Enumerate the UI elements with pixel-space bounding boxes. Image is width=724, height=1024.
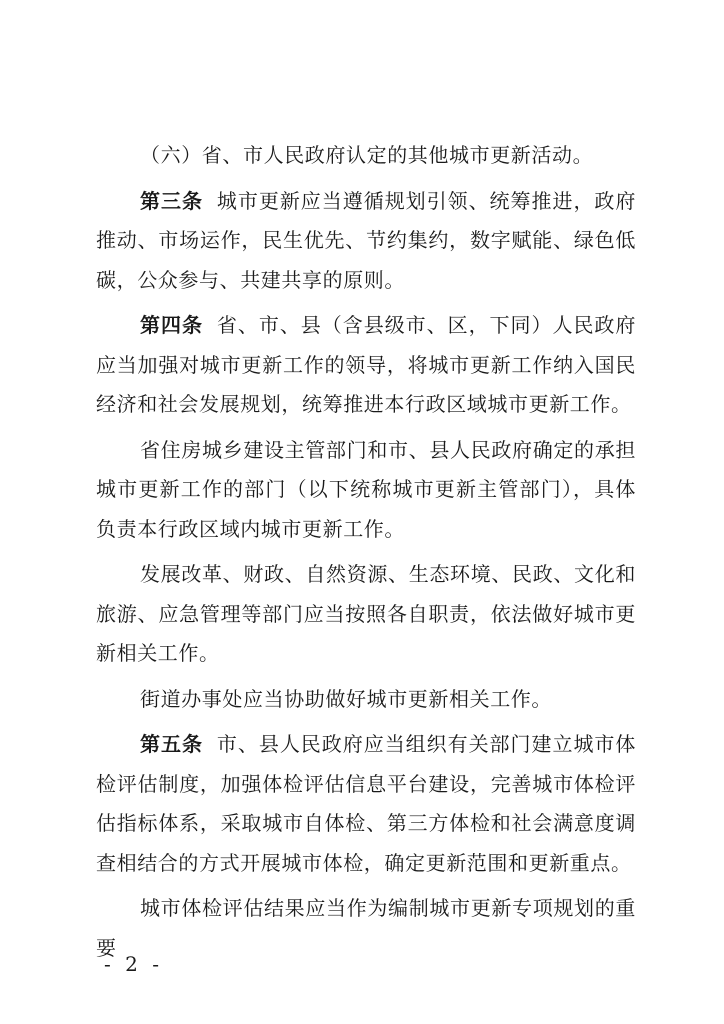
paragraph-text: 城市体检评估结果应当作为编制城市更新专项规划的重要 [96,896,636,960]
paragraph-clause-6 [96,136,636,176]
paragraph-article-3 [96,182,636,301]
paragraph-text: 省、市、县（含县级市、区，下同）人民政府应当加强对城市更新工作的领导，将城市更新工作纳入国民经济和社会发展规划，统筹推进本行政区域城市更新工作。 [96,313,636,416]
paragraph-text: 城市更新应当遵循规划引领、统筹推进，政府推动、市场运作，民生优先、节约集约，数字赋能、绿色低碳，公众参与、共建共享的原则。 [96,188,636,292]
article-heading: 第五条 [140,732,203,756]
document-body [96,136,636,974]
paragraph-text: 市、县人民政府应当组织有关部门建立城市体检评估制度，加强体检评估信息平台建设，完善城市体检评估指标体系，采取城市自体检、第三方体检和社会满意度调查相结合的方式开展城市体检，确定更新范围和更新重点。 [96,732,636,875]
paragraph-text: 省住房城乡建设主管部门和市、县人民政府确定的承担城市更新工作的部门（以下统称城市更新主管部门），具体负责本行政区域内城市更新工作。 [96,437,636,541]
paragraph-text: 街道办事处应当协助做好城市更新相关工作。 [140,686,552,711]
page-number: - 2 - [104,952,163,976]
article-heading: 第四条 [140,313,203,337]
paragraph-housing-department [96,431,636,550]
paragraph-other-departments [96,555,636,674]
article-heading: 第三条 [140,188,203,213]
paragraph-subdistrict-office [96,680,636,720]
paragraph-article-5 [96,725,636,883]
paragraph-article-4 [96,306,636,425]
paragraph-text: （六）省、市人民政府认定的其他城市更新活动。 [140,143,594,167]
paragraph-text: 发展改革、财政、自然资源、生态环境、民政、文化和旅游、应急管理等部门应当按照各自职责，依法做好城市更新相关工作。 [96,562,636,665]
paragraph-evaluation-results [96,889,636,968]
